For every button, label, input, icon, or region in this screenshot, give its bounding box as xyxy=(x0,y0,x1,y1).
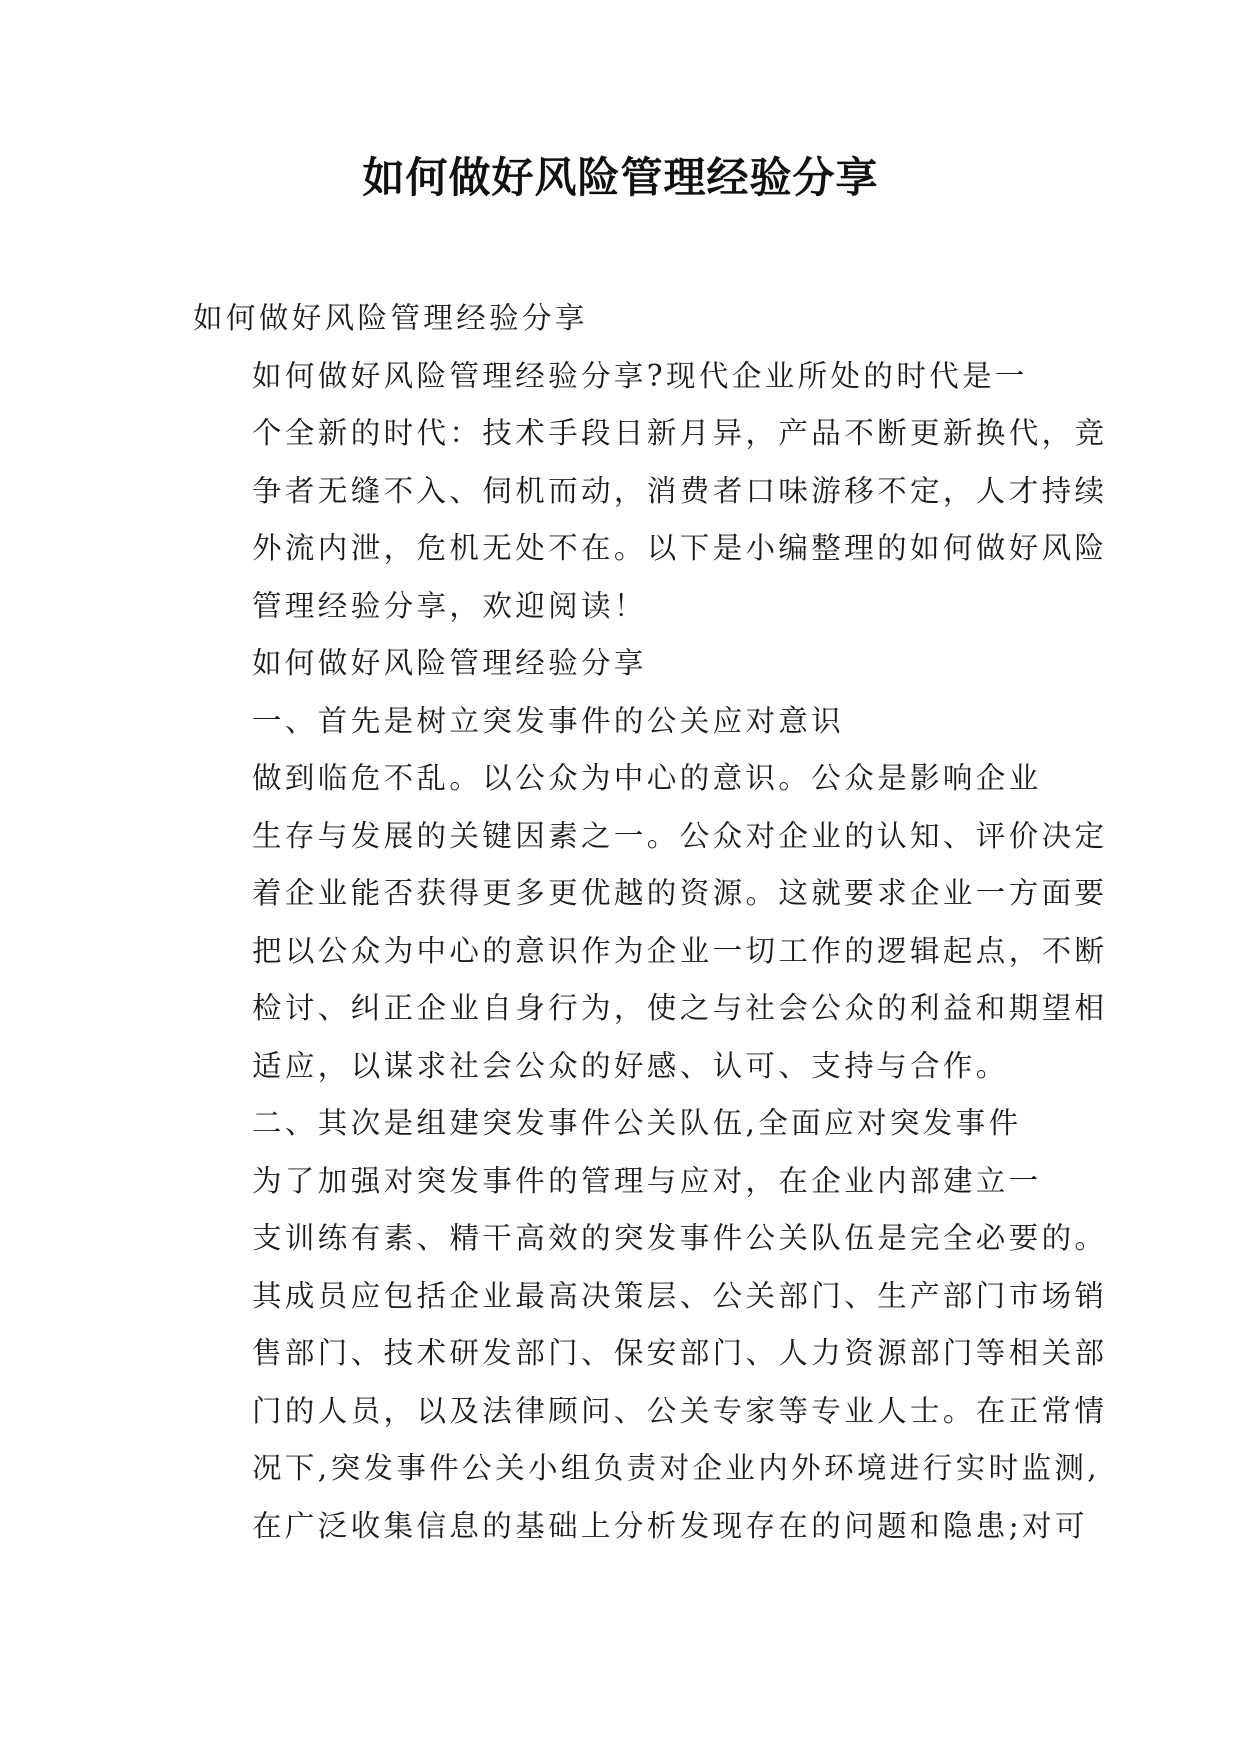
paragraph-line: 其成员应包括企业最高决策层、公关部门、生产部门市场销 xyxy=(252,1278,1108,1313)
paragraph-line: 一、首先是树立突发事件的公关应对意识 xyxy=(252,703,845,738)
paragraph xyxy=(193,1153,1108,1556)
paragraph-line: 外流内泄，危机无处不在。以下是小编整理的如何做好风险 xyxy=(252,531,1108,565)
paragraph-line: 况下,突发事件公关小组负责对企业内外环境进行实时监测, xyxy=(252,1451,1101,1485)
paragraph xyxy=(193,750,1108,1095)
paragraph-line: 如何做好风险管理经验分享?现代企业所处的时代是一 xyxy=(252,358,1028,393)
paragraph-line: 二、其次是组建突发事件公关队伍,全面应对突发事件 xyxy=(252,1106,1022,1140)
paragraph-line: 做到临危不乱。以公众为中心的意识。公众是影响企业 xyxy=(252,761,1042,795)
paragraph-line: 门的人员，以及法律顾问、公关专家等专业人士。在正常情 xyxy=(252,1393,1108,1428)
paragraph-line: 着企业能否获得更多更优越的资源。这就要求企业一方面要 xyxy=(252,876,1108,910)
paragraph-line: 如何做好风险管理经验分享 xyxy=(252,646,647,680)
paragraph-line: 把以公众为中心的意识作为企业一切工作的逻辑起点，不断 xyxy=(252,933,1108,968)
paragraph xyxy=(193,693,1073,751)
paragraph-line: 争者无缝不入、伺机而动，消费者口味游移不定，人才持续 xyxy=(252,473,1108,508)
paragraph-line: 在广泛收集信息的基础上分析发现存在的问题和隐患;对可 xyxy=(252,1508,1088,1543)
document-body xyxy=(193,290,1108,1555)
paragraph-line: 支训练有素、精干高效的突发事件公关队伍是完全必要的。 xyxy=(252,1221,1108,1255)
paragraph-line: 如何做好风险管理经验分享 xyxy=(193,301,588,335)
paragraph-line: 管理经验分享，欢迎阅读！ xyxy=(252,588,647,623)
paragraph-line: 检讨、纠正企业自身行为，使之与社会公众的利益和期望相 xyxy=(252,991,1108,1025)
paragraph-line: 个全新的时代：技术手段日新月异，产品不断更新换代，竞 xyxy=(252,416,1108,450)
paragraph-line: 适应，以谋求社会公众的好感、认可、支持与合作。 xyxy=(252,1048,1009,1083)
paragraph-line: 生存与发展的关键因素之一。公众对企业的认知、评价决定 xyxy=(252,818,1108,853)
document-title: 如何做好风险管理经验分享 xyxy=(362,153,879,202)
paragraph xyxy=(193,1095,1073,1153)
paragraph-line: 售部门、技术研发部门、保安部门、人力资源部门等相关部 xyxy=(252,1336,1108,1370)
paragraph xyxy=(193,348,1108,636)
paragraph-line: 为了加强对突发事件的管理与应对，在企业内部建立一 xyxy=(252,1163,1042,1198)
paragraph xyxy=(193,290,1073,348)
paragraph xyxy=(193,635,1073,693)
